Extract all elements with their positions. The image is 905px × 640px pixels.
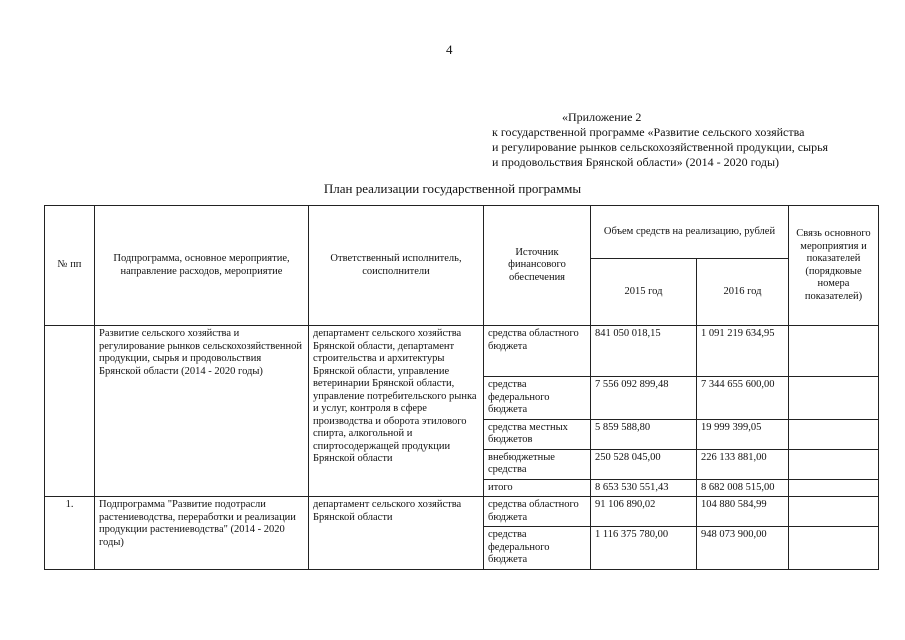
header-volume: Объем средств на реализацию, рублей <box>591 206 789 259</box>
block1-2015-2: 5 859 588,80 <box>591 419 697 449</box>
block1-link-2 <box>789 419 879 449</box>
block1-2015-4: 8 653 530 551,43 <box>591 479 697 497</box>
block1-2016-3: 226 133 881,00 <box>697 449 789 479</box>
block2-2015-1: 1 116 375 780,00 <box>591 527 697 570</box>
block1-2016-1: 7 344 655 600,00 <box>697 377 789 420</box>
appendix-header <box>492 110 828 170</box>
block1-subprogram: Развитие сельского хозяйства и регулирование рынков сельскохозяйственной продукции, сырья и продовольствия Брянской области (2014 - 2020 годы) <box>95 326 309 497</box>
header-row <box>45 206 879 259</box>
header-source: Источник финансового обеспечения <box>484 206 591 326</box>
block2-2015-0: 91 106 890,02 <box>591 497 697 527</box>
block2-num: 1. <box>45 497 95 570</box>
appendix-line-4: и продовольствия Брянской области» (2014 - 2020 годы) <box>492 155 780 169</box>
table-row <box>45 497 879 527</box>
header-link: Связь основного мероприятия и показателей (порядковые номера показателей) <box>789 206 879 326</box>
block1-2016-0: 1 091 219 634,95 <box>697 326 789 377</box>
block1-2016-2: 19 999 399,05 <box>697 419 789 449</box>
page-number: 4 <box>446 42 453 57</box>
plan-table <box>44 205 879 570</box>
block2-link-0 <box>789 497 879 527</box>
block1-num <box>45 326 95 497</box>
block2-link-1 <box>789 527 879 570</box>
block1-source-3: внебюджетные средства <box>484 449 591 479</box>
block2-source-1: средства федерального бюджета <box>484 527 591 570</box>
block1-source-2: средства местных бюджетов <box>484 419 591 449</box>
block2-2016-0: 104 880 584,99 <box>697 497 789 527</box>
block1-2015-1: 7 556 092 899,48 <box>591 377 697 420</box>
block1-source-4: итого <box>484 479 591 497</box>
block1-2015-0: 841 050 018,15 <box>591 326 697 377</box>
appendix-line-1: «Приложение 2 <box>562 110 642 124</box>
header-subprogram: Подпрограмма, основное мероприятие, направление расходов, мероприятие <box>95 206 309 326</box>
appendix-line-3: и регулирование рынков сельскохозяйственной продукции, сырья <box>492 140 829 154</box>
block1-link-0 <box>789 326 879 377</box>
block2-executor: департамент сельского хозяйства Брянской области <box>309 497 484 570</box>
block1-link-3 <box>789 449 879 479</box>
block1-link-4 <box>789 479 879 497</box>
table-row <box>45 326 879 377</box>
block1-source-1: средства федерального бюджета <box>484 377 591 420</box>
appendix-line-2: к государственной программе «Развитие сельского хозяйства <box>492 125 805 139</box>
header-2015: 2015 год <box>591 259 697 326</box>
block1-source-0: средства областного бюджета <box>484 326 591 377</box>
header-num: № пп <box>45 206 95 326</box>
header-2016: 2016 год <box>697 259 789 326</box>
block2-2016-1: 948 073 900,00 <box>697 527 789 570</box>
block1-2015-3: 250 528 045,00 <box>591 449 697 479</box>
block2-source-0: средства областного бюджета <box>484 497 591 527</box>
plan-title: План реализации государственной программы <box>323 181 582 196</box>
block1-executor: департамент сельского хозяйства Брянской области, департамент строительства и архитектуры Брянской области, управление ветеринарии Брянской области, управление потребительского рынка и услуг, контроля в сфере производства и оборота этилового спирта, алкогольной и спиртосодержащей продукции Брянской области <box>309 326 484 497</box>
block1-2016-4: 8 682 008 515,00 <box>697 479 789 497</box>
block2-subprogram: Подпрограмма "Развитие подотрасли растениеводства, переработки и реализации продукции растениеводства" (2014 - 2020 годы) <box>95 497 309 570</box>
header-executor: Ответственный исполнитель, соисполнители <box>309 206 484 326</box>
block1-link-1 <box>789 377 879 420</box>
